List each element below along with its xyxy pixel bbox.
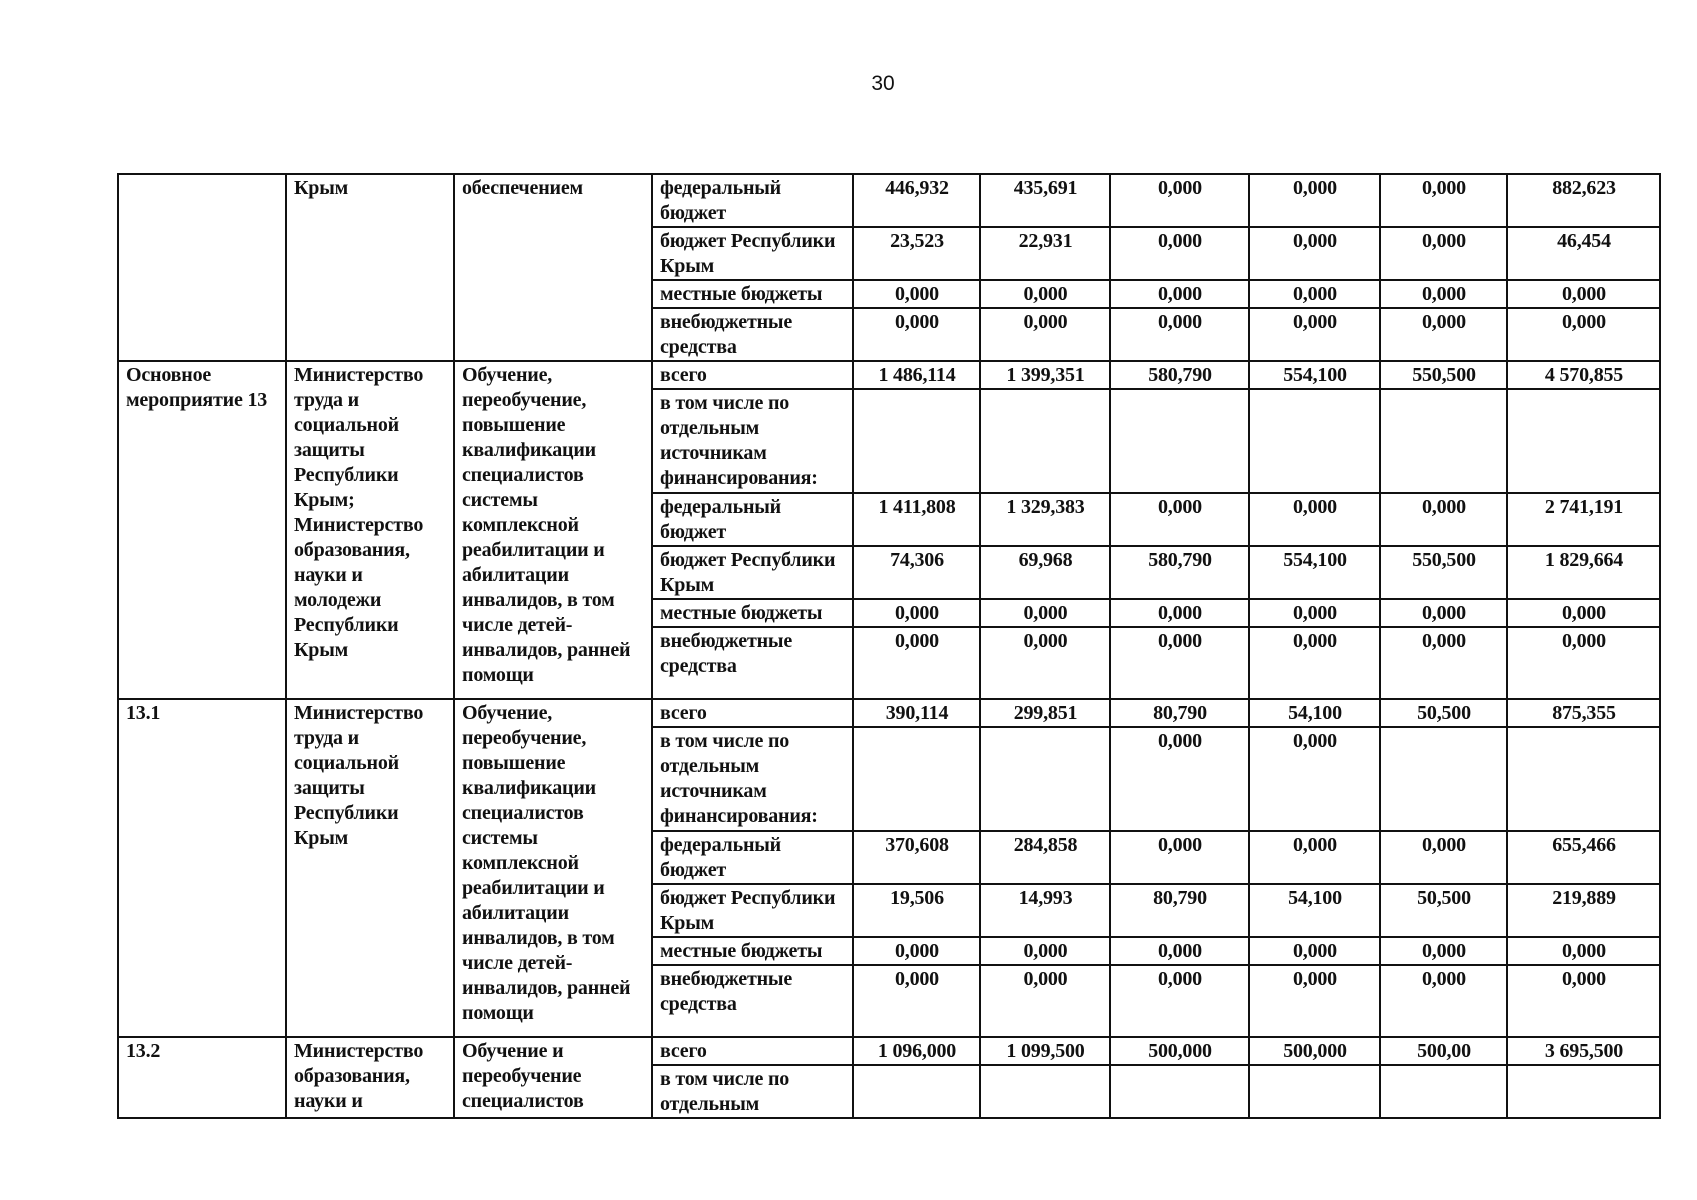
- value-cell: 0,000: [980, 308, 1110, 361]
- funding-source-cell: в том числе по отдельным: [652, 1065, 853, 1118]
- value-cell: 580,790: [1110, 546, 1249, 599]
- value-cell: 370,608: [853, 831, 980, 884]
- value-cell: 0,000: [1110, 280, 1249, 308]
- value-cell: 500,00: [1380, 1037, 1507, 1065]
- value-cell: 74,306: [853, 546, 980, 599]
- value-cell: 0,000: [853, 308, 980, 361]
- value-cell: 19,506: [853, 884, 980, 937]
- value-cell: 0,000: [1507, 937, 1660, 965]
- value-cell: 0,000: [1380, 937, 1507, 965]
- value-cell: [980, 389, 1110, 493]
- value-cell: 0,000: [1380, 280, 1507, 308]
- value-cell: 284,858: [980, 831, 1110, 884]
- value-cell: 23,523: [853, 227, 980, 280]
- value-cell: 0,000: [1110, 599, 1249, 627]
- value-cell: 3 695,500: [1507, 1037, 1660, 1065]
- value-cell: 0,000: [1249, 831, 1380, 884]
- value-cell: 0,000: [980, 937, 1110, 965]
- value-cell: 1 411,808: [853, 493, 980, 546]
- value-cell: 54,100: [1249, 699, 1380, 727]
- value-cell: [1507, 727, 1660, 831]
- value-cell: 554,100: [1249, 546, 1380, 599]
- value-cell: 0,000: [980, 627, 1110, 699]
- value-cell: 219,889: [1507, 884, 1660, 937]
- value-cell: 882,623: [1507, 174, 1660, 227]
- value-cell: 655,466: [1507, 831, 1660, 884]
- funding-source-cell: местные бюджеты: [652, 937, 853, 965]
- funding-source-cell: федеральный бюджет: [652, 174, 853, 227]
- funding-source-cell: внебюджетные средства: [652, 965, 853, 1037]
- value-cell: 2 741,191: [1507, 493, 1660, 546]
- value-cell: 0,000: [1110, 937, 1249, 965]
- value-cell: 54,100: [1249, 884, 1380, 937]
- value-cell: 0,000: [980, 280, 1110, 308]
- value-cell: 500,000: [1110, 1037, 1249, 1065]
- value-cell: 0,000: [1249, 493, 1380, 546]
- executor-cell: Министерство труда и социальной защиты Республики Крым; Министерство образования, науки и молодежи Республики Крым: [286, 361, 454, 699]
- funding-source-cell: федеральный бюджет: [652, 493, 853, 546]
- funding-source-cell: бюджет Республики Крым: [652, 884, 853, 937]
- funding-source-cell: местные бюджеты: [652, 280, 853, 308]
- value-cell: 875,355: [1507, 699, 1660, 727]
- value-cell: [1507, 389, 1660, 493]
- value-cell: 0,000: [1249, 174, 1380, 227]
- value-cell: 0,000: [1380, 965, 1507, 1037]
- value-cell: 0,000: [1380, 493, 1507, 546]
- value-cell: [1507, 1065, 1660, 1118]
- value-cell: 1 329,383: [980, 493, 1110, 546]
- row-label: Основное мероприятие 13: [118, 361, 286, 699]
- value-cell: 0,000: [1110, 174, 1249, 227]
- description-cell: Обучение, переобучение, повышение квалификации специалистов системы комплексной реабилитации и абилитации инвалидов, в том числе детей-инвалидов, ранней помощи: [454, 699, 652, 1037]
- value-cell: [853, 1065, 980, 1118]
- value-cell: 580,790: [1110, 361, 1249, 389]
- value-cell: 0,000: [1380, 308, 1507, 361]
- table-row: [118, 361, 1660, 389]
- value-cell: 0,000: [1249, 599, 1380, 627]
- value-cell: 0,000: [1249, 280, 1380, 308]
- value-cell: 50,500: [1380, 699, 1507, 727]
- description-cell: Обучение, переобучение, повышение квалификации специалистов системы комплексной реабилитации и абилитации инвалидов, в том числе детей-инвалидов, ранней помощи: [454, 361, 652, 699]
- row-label: [118, 174, 286, 361]
- table-row: [118, 174, 1660, 227]
- funding-source-cell: федеральный бюджет: [652, 831, 853, 884]
- value-cell: 0,000: [1380, 174, 1507, 227]
- value-cell: [853, 389, 980, 493]
- value-cell: 0,000: [853, 937, 980, 965]
- value-cell: 0,000: [1507, 308, 1660, 361]
- executor-cell: Министерство труда и социальной защиты Республики Крым: [286, 699, 454, 1037]
- table-row: [118, 1037, 1660, 1065]
- value-cell: 0,000: [853, 627, 980, 699]
- value-cell: 0,000: [980, 599, 1110, 627]
- value-cell: 0,000: [1110, 831, 1249, 884]
- value-cell: 1 399,351: [980, 361, 1110, 389]
- value-cell: 0,000: [980, 965, 1110, 1037]
- value-cell: 299,851: [980, 699, 1110, 727]
- value-cell: 14,993: [980, 884, 1110, 937]
- funding-source-cell: всего: [652, 1037, 853, 1065]
- description-cell: обеспечением: [454, 174, 652, 361]
- funding-source-cell: в том числе по отдельным источникам финансирования:: [652, 389, 853, 493]
- executor-cell: Министерство образования, науки и: [286, 1037, 454, 1118]
- value-cell: [980, 1065, 1110, 1118]
- value-cell: 0,000: [853, 280, 980, 308]
- value-cell: 80,790: [1110, 884, 1249, 937]
- description-cell: Обучение и переобучение специалистов: [454, 1037, 652, 1118]
- value-cell: 0,000: [1110, 227, 1249, 280]
- value-cell: 0,000: [1507, 280, 1660, 308]
- value-cell: [853, 727, 980, 831]
- value-cell: 1 829,664: [1507, 546, 1660, 599]
- value-cell: 22,931: [980, 227, 1110, 280]
- funding-source-cell: внебюджетные средства: [652, 627, 853, 699]
- value-cell: 390,114: [853, 699, 980, 727]
- funding-source-cell: всего: [652, 361, 853, 389]
- value-cell: 446,932: [853, 174, 980, 227]
- value-cell: 435,691: [980, 174, 1110, 227]
- value-cell: 0,000: [1249, 937, 1380, 965]
- value-cell: 0,000: [1507, 599, 1660, 627]
- value-cell: 1 096,000: [853, 1037, 980, 1065]
- value-cell: 550,500: [1380, 361, 1507, 389]
- value-cell: 0,000: [1110, 627, 1249, 699]
- row-label: 13.1: [118, 699, 286, 1037]
- page-number: 30: [871, 72, 895, 95]
- value-cell: 554,100: [1249, 361, 1380, 389]
- value-cell: 4 570,855: [1507, 361, 1660, 389]
- funding-source-cell: бюджет Республики Крым: [652, 546, 853, 599]
- value-cell: 1 486,114: [853, 361, 980, 389]
- value-cell: 0,000: [1249, 227, 1380, 280]
- value-cell: 0,000: [1110, 493, 1249, 546]
- value-cell: 0,000: [1380, 227, 1507, 280]
- value-cell: 0,000: [1507, 627, 1660, 699]
- value-cell: 550,500: [1380, 546, 1507, 599]
- value-cell: 0,000: [853, 599, 980, 627]
- value-cell: [1249, 1065, 1380, 1118]
- budget-table: [117, 173, 1661, 1119]
- value-cell: [1380, 1065, 1507, 1118]
- value-cell: 0,000: [1380, 831, 1507, 884]
- value-cell: 0,000: [1249, 727, 1380, 831]
- value-cell: 0,000: [1249, 627, 1380, 699]
- value-cell: [1110, 389, 1249, 493]
- funding-source-cell: в том числе по отдельным источникам финансирования:: [652, 727, 853, 831]
- funding-source-cell: бюджет Республики Крым: [652, 227, 853, 280]
- value-cell: 0,000: [1249, 308, 1380, 361]
- value-cell: 500,000: [1249, 1037, 1380, 1065]
- value-cell: 0,000: [1507, 965, 1660, 1037]
- value-cell: 69,968: [980, 546, 1110, 599]
- value-cell: 0,000: [1110, 727, 1249, 831]
- value-cell: 0,000: [1380, 627, 1507, 699]
- value-cell: [1380, 727, 1507, 831]
- row-label: 13.2: [118, 1037, 286, 1118]
- value-cell: 80,790: [1110, 699, 1249, 727]
- value-cell: 1 099,500: [980, 1037, 1110, 1065]
- table-row: [118, 699, 1660, 727]
- value-cell: 50,500: [1380, 884, 1507, 937]
- value-cell: 0,000: [1110, 965, 1249, 1037]
- value-cell: [1380, 389, 1507, 493]
- funding-source-cell: местные бюджеты: [652, 599, 853, 627]
- executor-cell: Крым: [286, 174, 454, 361]
- value-cell: 0,000: [1110, 308, 1249, 361]
- funding-source-cell: внебюджетные средства: [652, 308, 853, 361]
- funding-source-cell: всего: [652, 699, 853, 727]
- value-cell: [1110, 1065, 1249, 1118]
- value-cell: 0,000: [853, 965, 980, 1037]
- value-cell: [1249, 389, 1380, 493]
- table-body: [118, 174, 1660, 1118]
- value-cell: 46,454: [1507, 227, 1660, 280]
- value-cell: 0,000: [1249, 965, 1380, 1037]
- value-cell: [980, 727, 1110, 831]
- value-cell: 0,000: [1380, 599, 1507, 627]
